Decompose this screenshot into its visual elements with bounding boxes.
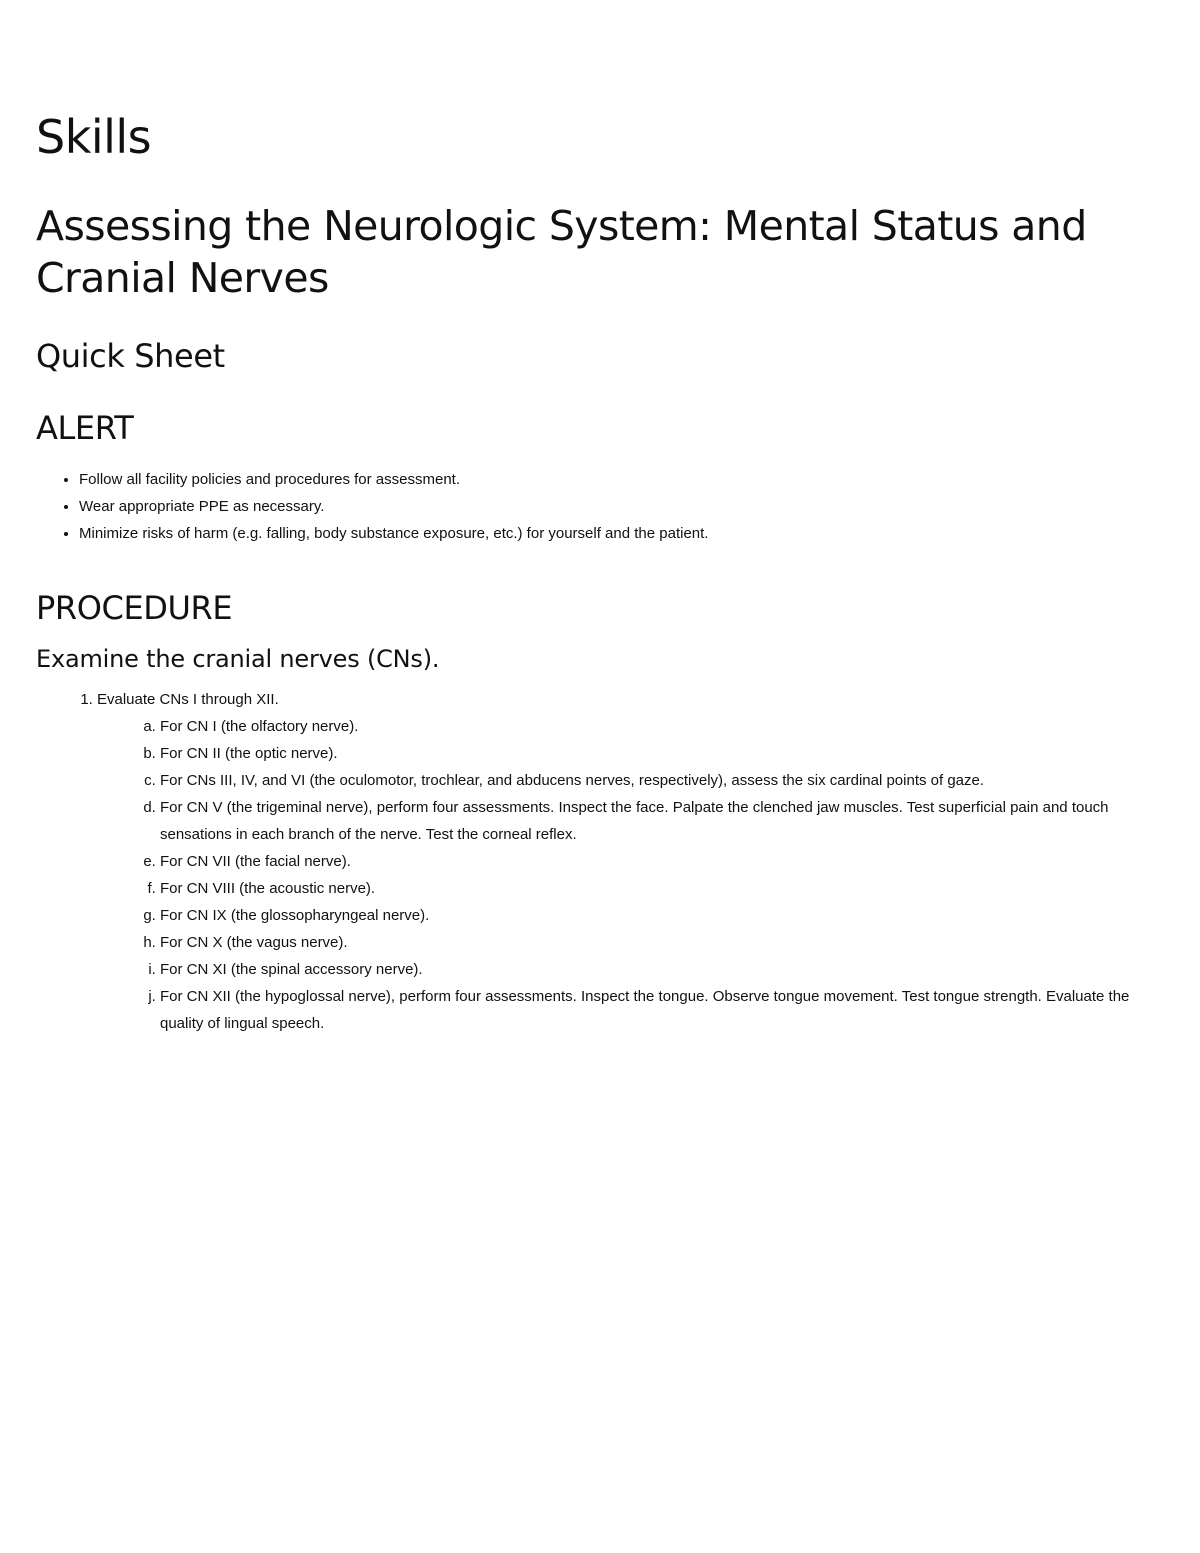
procedure-heading: PROCEDURE (36, 589, 233, 627)
substep-item: g. For CN IX (the glossopharyngeal nerve). (160, 902, 1140, 929)
procedure-steps (36, 686, 1140, 1037)
substep-item: b. For CN II (the optic nerve). (160, 740, 1140, 767)
substep-item: d. For CN V (the trigeminal nerve), perform four assessments. Inspect the face. Palpate the clenched jaw muscles. Test superficial pain and touch sensations in each branch of the nerve. Test the corneal reflex. (160, 794, 1140, 848)
document-subtitle: Quick Sheet (36, 337, 225, 375)
procedure-step (97, 686, 1140, 1037)
document-title: Assessing the Neurologic System: Mental Status and Cranial Nerves (36, 202, 1087, 302)
substep-item: i. For CN XI (the spinal accessory nerve). (160, 956, 1140, 983)
substep-item: h. For CN X (the vagus nerve). (160, 929, 1140, 956)
step-heading: Examine the cranial nerves (CNs). (36, 645, 440, 673)
substep-item: e. For CN VII (the facial nerve). (160, 848, 1140, 875)
substep-item: f. For CN VIII (the acoustic nerve). (160, 875, 1140, 902)
alert-section (36, 372, 1140, 547)
procedure-section (36, 547, 1140, 1037)
substep-item: j. For CN XII (the hypoglossal nerve), perform four assessments. Inspect the tongue. Observe tongue movement. Test tongue strength. Evaluate the quality of lingual speech. (160, 983, 1140, 1037)
document-category: Skills (36, 110, 152, 164)
alert-item: • Follow all facility policies and procedures for assessment. (79, 466, 1140, 493)
alert-item: • Minimize risks of harm (e.g. falling, body substance exposure, etc.) for yourself and the patient. (79, 520, 1140, 547)
procedure-step-text: Evaluate CNs I through XII. (97, 691, 279, 708)
alert-list (36, 466, 1140, 547)
substep-item: a. For CN I (the olfactory nerve). (160, 713, 1140, 740)
alert-item: • Wear appropriate PPE as necessary. (79, 493, 1140, 520)
substep-item: c. For CNs III, IV, and VI (the oculomotor, trochlear, and abducens nerves, respectively), assess the six cardinal points of gaze. (160, 767, 1140, 794)
alert-heading: ALERT (36, 409, 134, 447)
procedure-substeps (97, 713, 1140, 1037)
